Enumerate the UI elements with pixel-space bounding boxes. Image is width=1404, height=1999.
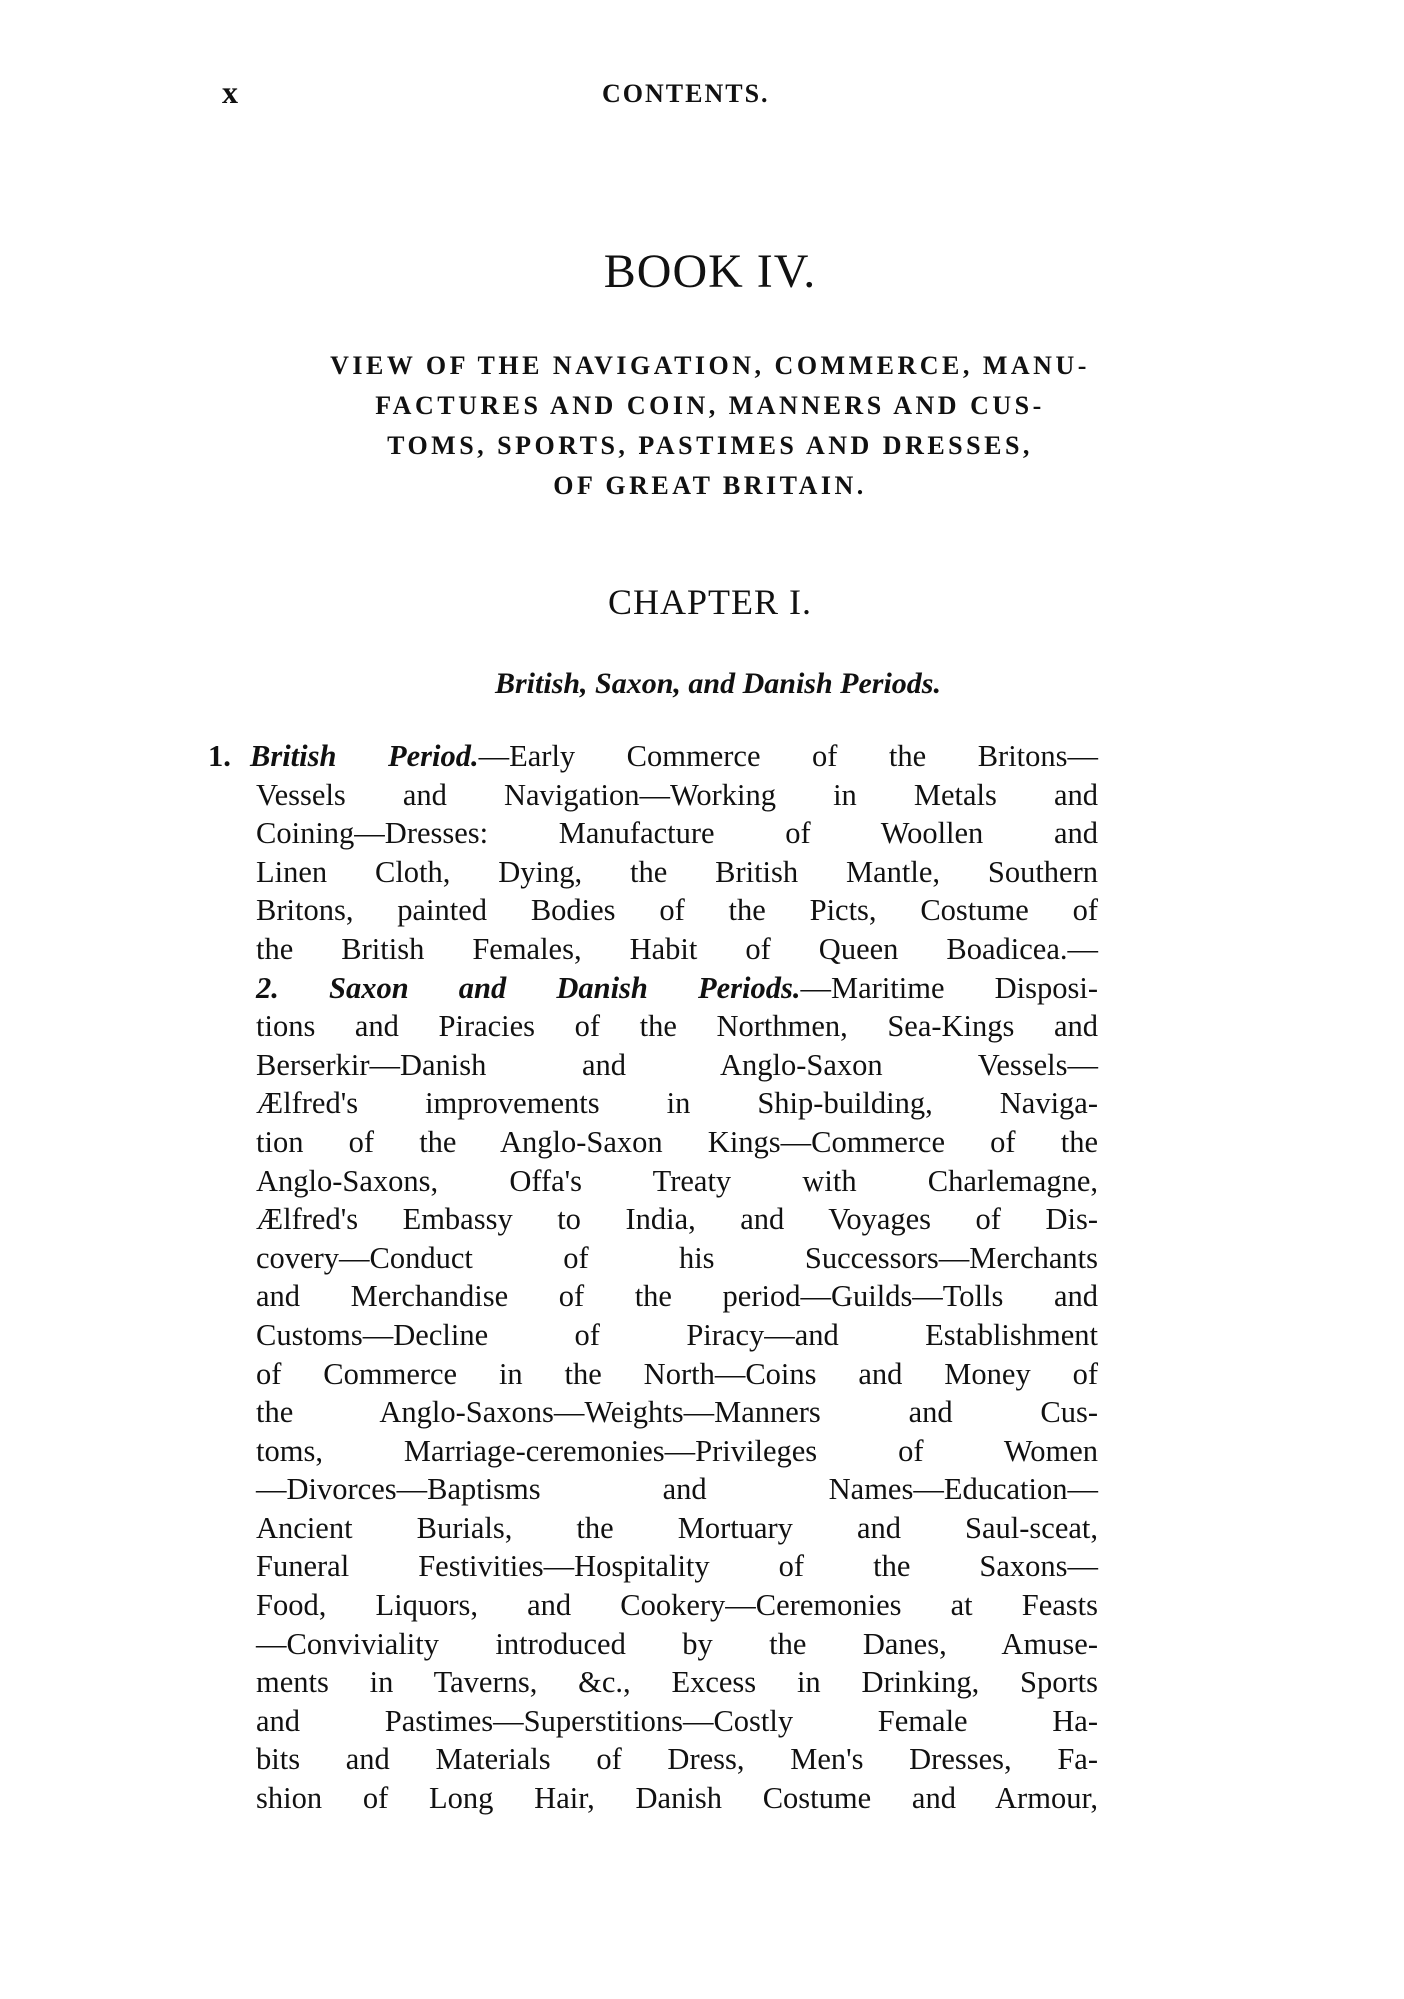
entry-line: and Merchandise of the period—Guilds—Tolls and [256, 1279, 1098, 1314]
chapter-subtitle: British, Saxon, and Danish Periods. [495, 667, 941, 700]
entry-line: Customs—Decline of Piracy—and Establishment [256, 1317, 1098, 1352]
entry-line: Funeral Festivities—Hospitality of the Saxons— [256, 1549, 1098, 1584]
entry-line: —Divorces—Baptisms and Names—Education— [256, 1472, 1098, 1507]
section-number: 1. [208, 739, 231, 773]
entry-line: Coining—Dresses: Manufacture of Woollen and [256, 816, 1098, 851]
entry-line [208, 737, 1098, 776]
book-subtitle [210, 346, 1210, 506]
entry-line: Ælfred's Embassy to India, and Voyages of Dis- [256, 1202, 1098, 1237]
entry-text: —Early Commerce of the Britons— [478, 739, 1099, 773]
entry-line: and Pastimes—Superstitions—Costly Female Ha- [256, 1703, 1098, 1738]
entry-line: Vessels and Navigation—Working in Metals and [256, 777, 1098, 812]
entry-line: the British Females, Habit of Queen Boadicea.— [256, 931, 1098, 966]
entry-line: bits and Materials of Dress, Men's Dresses, Fa- [256, 1742, 1098, 1777]
entry-line: the Anglo-Saxons—Weights—Manners and Cus- [256, 1395, 1098, 1430]
entry-line: Ælfred's improvements in Ship-building, Naviga- [256, 1086, 1098, 1121]
book-subtitle-line: TOMS, SPORTS, PASTIMES AND DRESSES, [387, 431, 1033, 460]
entry-line: toms, Marriage-ceremonies—Privileges of Women [256, 1433, 1098, 1468]
entry-line: covery—Conduct of his Successors—Merchants [256, 1240, 1098, 1275]
entry-line [208, 969, 1098, 1008]
entry-line: Britons, painted Bodies of the Picts, Costume of [256, 893, 1098, 928]
section-number: 2. [256, 970, 279, 1005]
entry-line: of Commerce in the North—Coins and Money of [256, 1356, 1098, 1391]
entry-line: shion of Long Hair, Danish Costume and Armour, [256, 1781, 1098, 1816]
entry-text: —Maritime Disposi- [800, 970, 1098, 1005]
page-number: x [222, 74, 238, 110]
entry-line: tion of the Anglo-Saxon Kings—Commerce of the [256, 1124, 1098, 1159]
entry-line: ments in Taverns, &c., Excess in Drinking, Sports [256, 1665, 1098, 1700]
entry-line: tions and Piracies of the Northmen, Sea-Kings and [256, 1009, 1098, 1044]
chapter-title: CHAPTER I. [607, 582, 812, 622]
book-subtitle-line: OF GREAT BRITAIN. [553, 471, 867, 500]
entry-line: Food, Liquors, and Cookery—Ceremonies at Feasts [256, 1588, 1098, 1623]
section-heading: British Period. [250, 739, 479, 773]
entry-line: Berserkir—Danish and Anglo-Saxon Vessels— [256, 1047, 1098, 1082]
section-heading: Saxon and Danish Periods. [328, 970, 801, 1005]
entry-line: Ancient Burials, the Mortuary and Saul-sceat, [256, 1510, 1098, 1545]
book-subtitle-line: VIEW OF THE NAVIGATION, COMMERCE, MANU- [330, 351, 1090, 380]
contents-entries [208, 737, 1098, 1818]
entry-line: Linen Cloth, Dying, the British Mantle, Southern [256, 854, 1098, 889]
book-subtitle-line: FACTURES AND COIN, MANNERS AND CUS- [375, 391, 1045, 420]
running-head [0, 72, 1404, 112]
entry-line: —Conviviality introduced by the Danes, Amuse- [256, 1626, 1098, 1661]
entry-line: Anglo-Saxons, Offa's Treaty with Charlemagne, [256, 1163, 1098, 1198]
book-title: BOOK IV. [603, 245, 817, 298]
running-title: CONTENTS. [602, 79, 770, 108]
